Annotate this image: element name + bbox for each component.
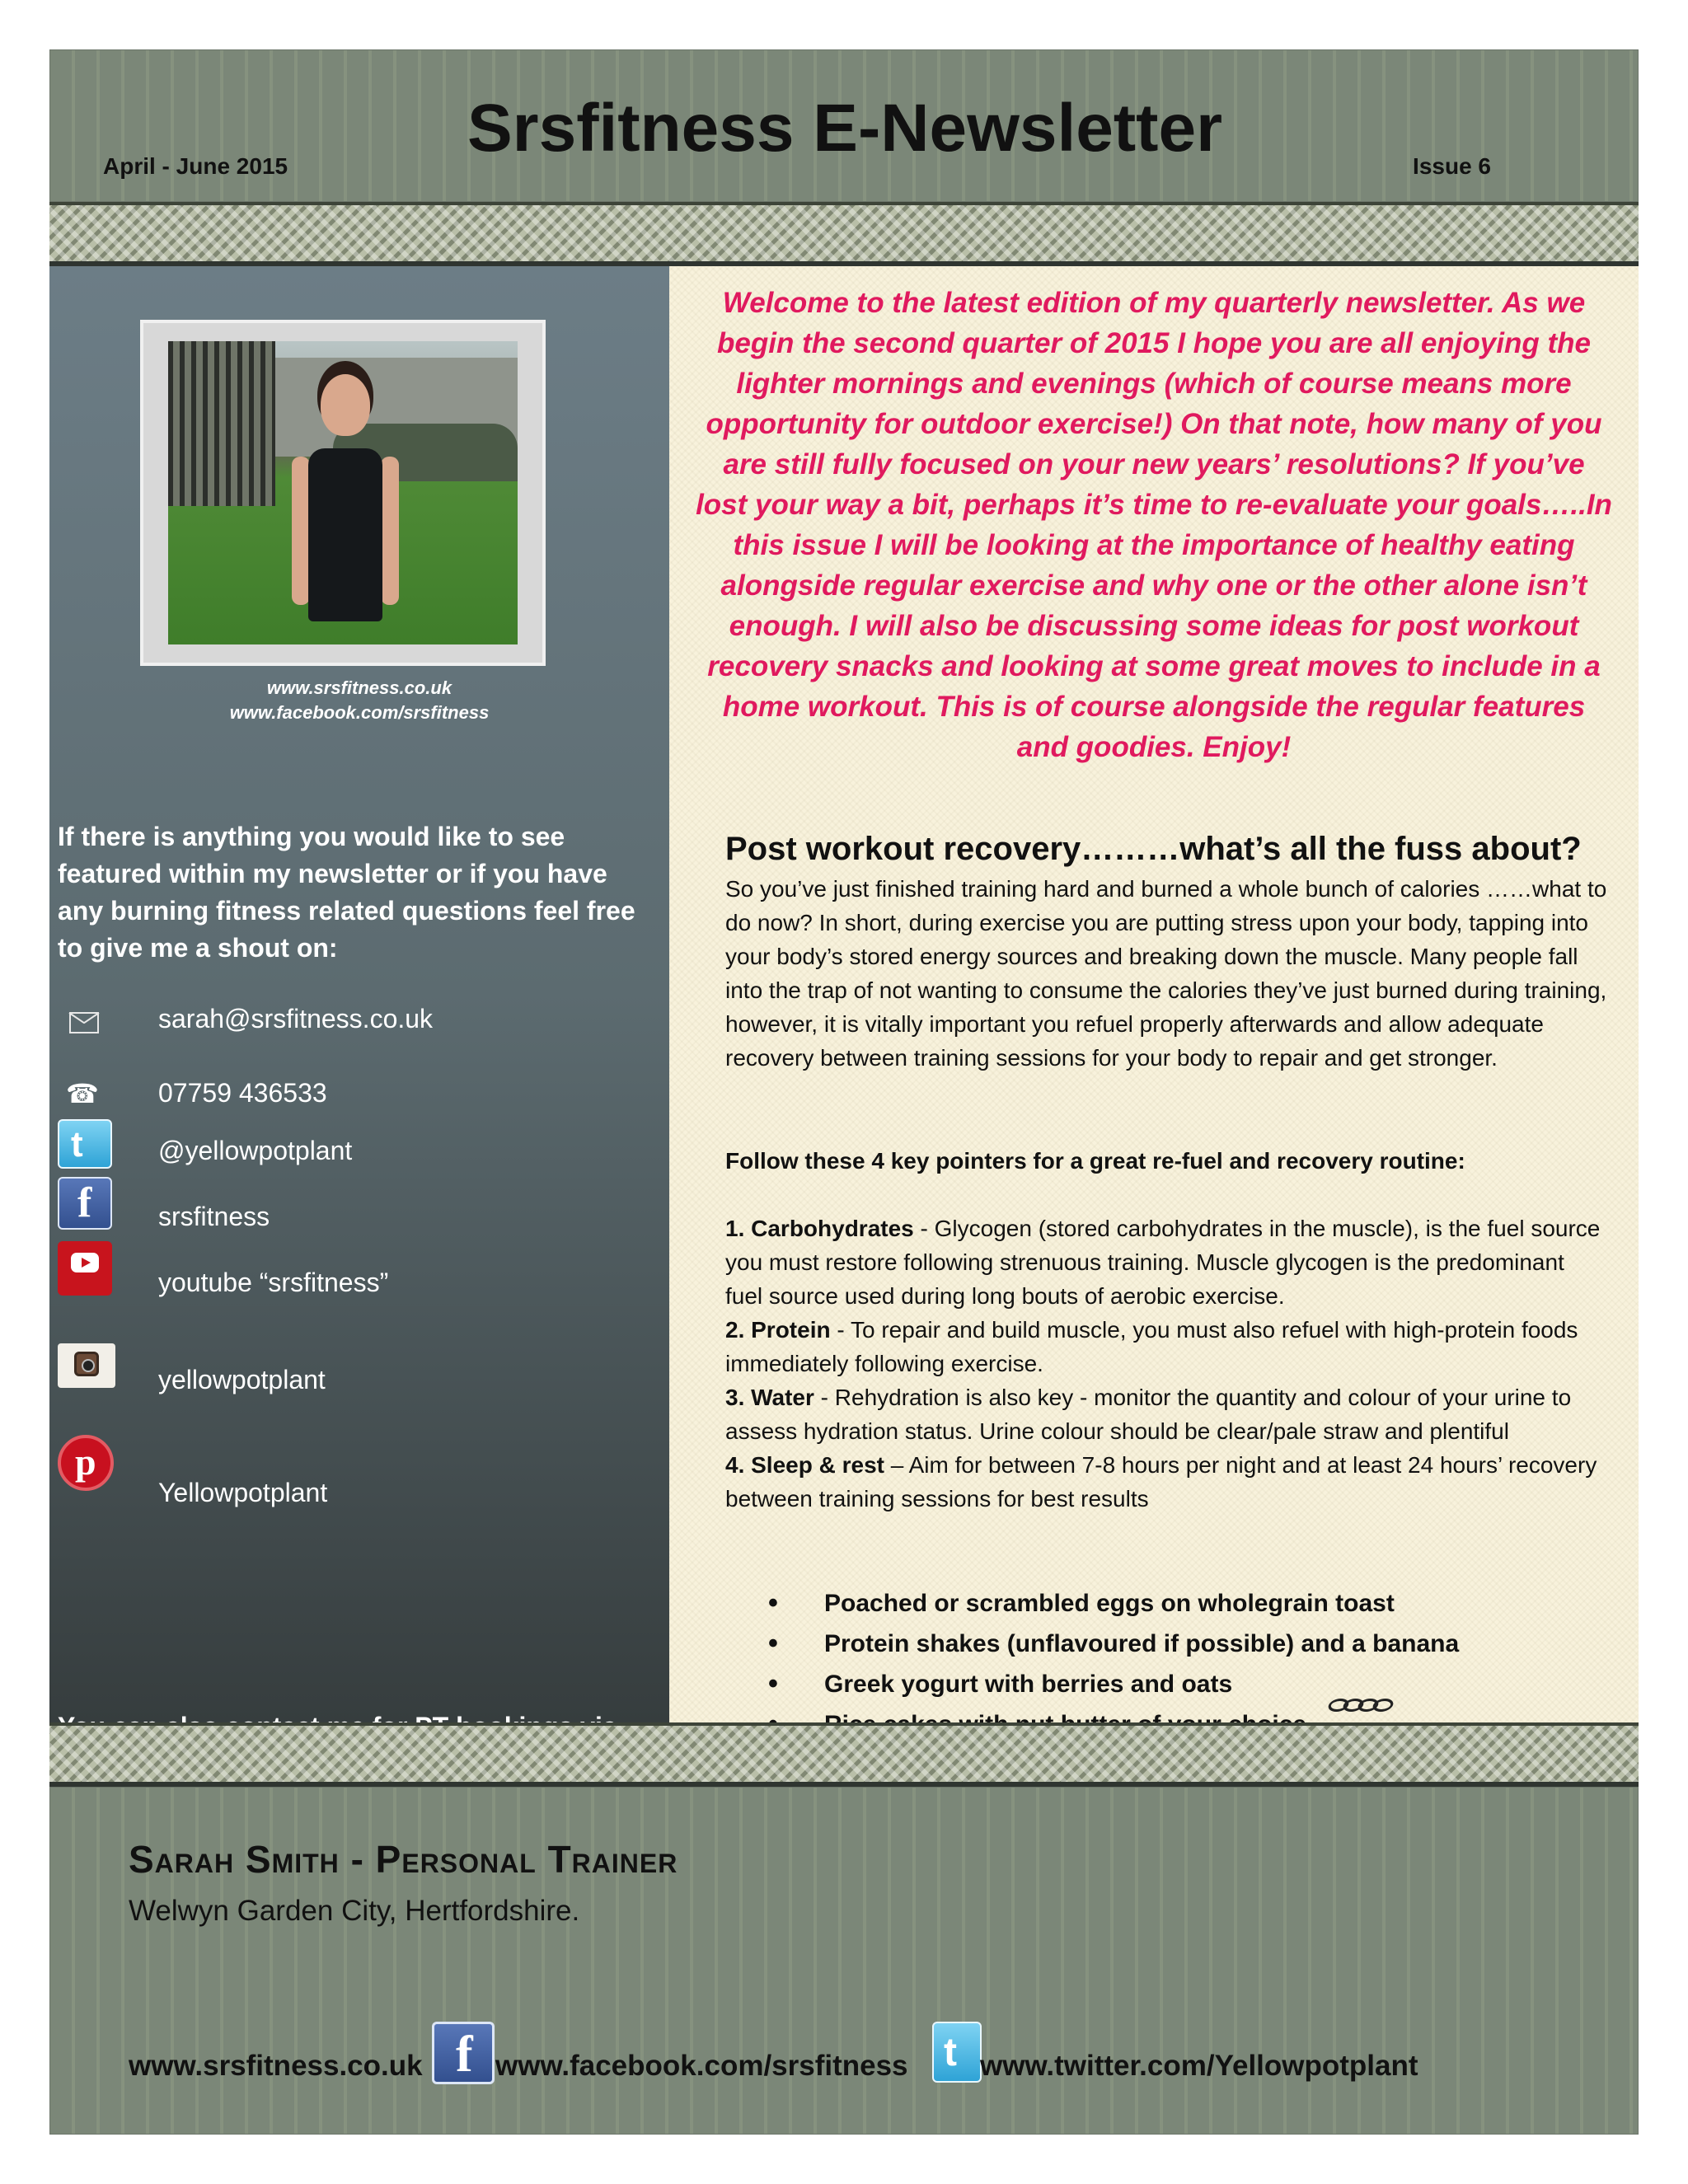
pointer-text: – Aim for between 7-8 hours per night and at least 24 hours’ recovery between training sessions for best results (725, 1452, 1597, 1511)
twitter-icon[interactable]: t (932, 2022, 982, 2083)
newsletter-title: Srsfitness E-Newsletter (467, 91, 1222, 166)
snack-list (768, 1583, 1459, 1745)
footer-twitter-link[interactable]: www.twitter.com/Yellowpotplant (980, 2050, 1418, 2082)
pinterest-icon: p (58, 1435, 112, 1484)
feature-request-text: If there is anything you would like to see featured within my newsletter or if you have any burning fitness related questions feel free to give me a shout on: (58, 822, 635, 963)
contact-instagram-text: yellowpotplant (158, 1365, 326, 1394)
contact-email[interactable] (49, 1004, 669, 1053)
contact-twitter[interactable] (49, 1119, 669, 1169)
photo-gate (168, 341, 275, 506)
key-pointers (725, 1212, 1607, 1516)
article-title: Post workout recovery………what’s all the fuss about? (725, 831, 1582, 867)
trainer-photo (168, 341, 518, 644)
contact-email-text: sarah@srsfitness.co.uk (158, 1004, 434, 1033)
list-item: • Protein shakes (unflavoured if possible) and a banana (768, 1624, 1459, 1664)
contact-pinterest-text: Yellowpotplant (158, 1478, 328, 1507)
trainer-location: Welwyn Garden City, Hertfordshire. (129, 1895, 580, 1927)
photo-frame (140, 320, 546, 666)
pointer-text: - Rehydration is also key - monitor the quantity and colour of your urine to assess hydration status. Urine colour should be clear/pale straw and plentiful (725, 1385, 1572, 1444)
contact-facebook[interactable] (49, 1177, 669, 1231)
article-intro: So you’ve just finished training hard and burned a whole bunch of calories ……what to do now? In short, during exercise you are putting stress upon your body, tapping into your body’s stored energy sources and breaking down the muscle. Many people fall into the trap of not wanting to consume the calories they’ve just burned during training, however, it is vitally important you refuel properly afterwards and allow adequate recovery between training sessions for your body to repair and get stronger. (725, 876, 1607, 1071)
phone-icon: ☎ (66, 1079, 99, 1108)
email-icon (58, 1004, 112, 1053)
sidebar-facebook-link[interactable]: www.facebook.com/srsfitness (229, 702, 490, 723)
ornament-icon (1329, 1699, 1411, 1715)
decorative-band-top (49, 202, 1639, 266)
header (49, 49, 1639, 202)
contact-phone-text: 07759 436533 (158, 1078, 327, 1108)
main-content (669, 266, 1639, 1722)
sidebar-website-link[interactable]: www.srsfitness.co.uk (266, 677, 452, 698)
person-arm-right (381, 457, 399, 605)
trainer-name: Sarah Smith - Personal Trainer (129, 1838, 678, 1881)
contact-youtube-text: youtube “srsfitness” (158, 1268, 389, 1297)
list-item: • Poached or scrambled eggs on wholegrain toast (768, 1583, 1459, 1624)
contact-facebook-text: srsfitness (158, 1202, 270, 1231)
contact-youtube[interactable] (49, 1241, 669, 1297)
contact-twitter-text: @yellowpotplant (158, 1136, 353, 1165)
list-item: • Greek yogurt with berries and oats (768, 1664, 1459, 1704)
pointer-label: 3. Water (725, 1385, 814, 1410)
pointer-item (725, 1313, 1607, 1380)
newsletter-page (49, 49, 1639, 2135)
welcome-message: Welcome to the latest edition of my quarterly newsletter. As we begin the second quarter of 2015 I hope you are all enjoying the lighter mornings and evenings (which of course means more opportunity for outdoor exercise!) On that note, how many of you are still fully focused on your new years’ resolutions? If you’ve lost your way a bit, perhaps it’s time to re-evaluate your goals…..In this issue I will be looking at the importance of healthy eating alongside regular exercise and why one or the other alone isn’t enough. I will also be discussing some ideas for post workout recovery snacks and looking at some great moves to include in a home workout. This is of course alongside the regular features and goodies. Enjoy! (696, 287, 1612, 763)
pointer-label: 1. Carbohydrates (725, 1216, 914, 1241)
contact-instagram[interactable] (49, 1343, 669, 1393)
follow-heading: Follow these 4 key pointers for a great re-fuel and recovery routine: (725, 1148, 1465, 1174)
pointer-label: 2. Protein (725, 1317, 831, 1343)
pointer-text: - Glycogen (stored carbohydrates in the muscle), is the fuel source you must restore following strenuous training. Muscle glycogen is the predominant fuel source used during long bouts of aerobic exercise. (725, 1216, 1601, 1309)
footer-website-link[interactable]: www.srsfitness.co.uk (129, 2050, 423, 2082)
sidebar (49, 266, 669, 1722)
facebook-icon[interactable]: f (432, 2022, 495, 2084)
footer-facebook-link[interactable]: www.facebook.com/srsfitness (495, 2050, 908, 2082)
person-arm-left (292, 457, 310, 605)
pointer-item (725, 1212, 1607, 1313)
decorative-band-bottom (49, 1722, 1639, 1787)
person-head (321, 374, 370, 436)
facebook-icon: f (58, 1177, 112, 1226)
photo-person (292, 374, 399, 644)
issue-date: April - June 2015 (103, 153, 288, 179)
contact-pinterest[interactable] (49, 1435, 669, 1507)
footer (49, 1787, 1639, 2135)
issue-number: Issue 6 (1413, 153, 1491, 179)
instagram-icon (58, 1343, 112, 1393)
person-body (308, 448, 382, 621)
pointer-item (725, 1448, 1607, 1516)
pointer-item (725, 1380, 1607, 1448)
pointer-text: - To repair and build muscle, you must also refuel with high-protein foods immediately following exercise. (725, 1317, 1578, 1376)
twitter-icon: t (58, 1119, 112, 1169)
youtube-icon (58, 1241, 112, 1291)
pointer-label: 4. Sleep & rest (725, 1452, 884, 1478)
